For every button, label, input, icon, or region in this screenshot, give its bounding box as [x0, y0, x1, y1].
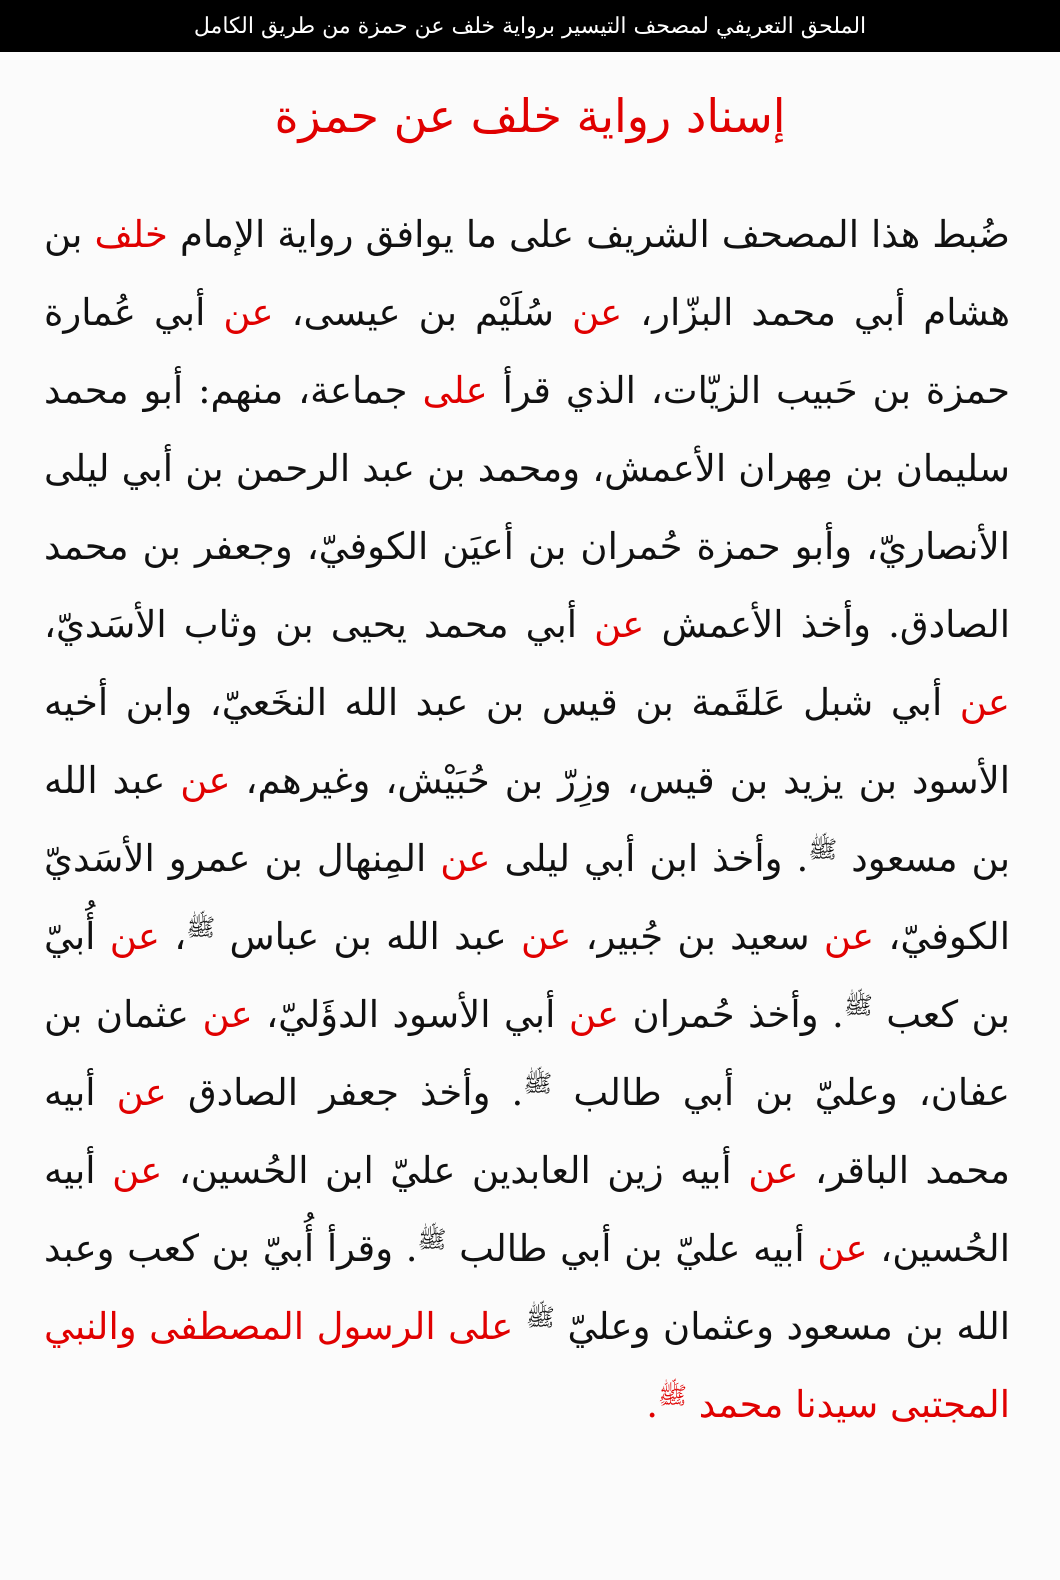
text-segment: أبيه الحُسين، [44, 1149, 1010, 1270]
highlighted-text: عن [112, 1149, 163, 1192]
honorific-mark: ﷺ [808, 835, 838, 864]
page-title: إسناد رواية خلف عن حمزة [274, 89, 786, 143]
header-text: الملحق التعريفي لمصحف التيسير برواية خلف عن حمزة من طريق الكامل [193, 13, 867, 39]
highlighted-text: على الرسول المصطفى والنبي المجتبى سيدنا محمد [44, 1305, 1010, 1426]
highlighted-text: عن [568, 993, 620, 1036]
text-segment: أبيه محمد الباقر، [44, 1071, 1010, 1192]
text-segment: . وأخذ جعفر الصادق [166, 1071, 524, 1114]
text-segment: أبي شبل عَلقَمة بن قيس بن عبد الله النخَعيّ، وابن أخيه الأسود بن يزيد بن قيس، وزِرّ بن حُبَيْش، وغيرهم، [44, 681, 1011, 802]
text-segment: ، [159, 915, 187, 958]
text-segment: . وأخذ حُمران [619, 993, 844, 1036]
text-segment: جماعة، منهم: أبو محمد سليمان بن مِهران الأعمش، ومحمد بن عبد الرحمن بن أبي ليلى الأنصاريّ، وأبو حمزة حُمران بن أعيَن الكوفيّ، وجعفر بن محمد الصادق. وأخذ الأعمش [44, 369, 1010, 646]
highlighted-text: عن [572, 291, 623, 334]
text-segment: بن هشام أبي محمد البزّار، [44, 213, 1010, 334]
highlighted-text: خلف [94, 213, 168, 256]
highlighted-text: على [422, 369, 488, 412]
highlighted-text: عن [109, 915, 160, 958]
text-segment: أبي محمد يحيى بن وثاب الأسَديّ، [44, 603, 595, 646]
highlighted-text: عن [116, 1071, 167, 1114]
highlighted-text: . [646, 1383, 659, 1426]
highlighted-text: عن [594, 603, 645, 646]
text-segment: أُبيّ بن كعب [44, 915, 1010, 1036]
highlighted-text: عن [748, 1149, 799, 1192]
text-segment: أبيه زين العابدين عليّ ابن الحُسين، [162, 1149, 749, 1192]
honorific-mark: ﷺ [523, 1069, 553, 1098]
text-segment: المِنهال بن عمرو الأسَديّ الكوفيّ، [44, 837, 1010, 958]
text-segment: عبد الله بن عباس [215, 915, 522, 958]
highlighted-text: عن [817, 1227, 868, 1270]
highlighted-text: عن [180, 759, 231, 802]
isnad-paragraph [44, 196, 1011, 1426]
text-segment: أبيه عليّ بن أبي طالب [446, 1227, 818, 1270]
text-segment: ضُبط هذا المصحف الشريف على ما يوافق رواية الإمام [167, 213, 1010, 256]
text-segment [513, 1305, 526, 1348]
text-segment: . وقرأ أُبيّ بن كعب وعبد الله بن مسعود وعثمان وعليّ [44, 1227, 1011, 1348]
honorific-mark: ﷺ [417, 1225, 447, 1254]
honorific-mark: ﷺ [525, 1303, 555, 1332]
highlighted-text: عن [440, 837, 491, 880]
header-bar [0, 0, 1060, 52]
highlighted-text: عن [202, 993, 253, 1036]
text-segment: سُلَيْم بن عيسى، [273, 291, 573, 334]
highlighted-text: عن [223, 291, 274, 334]
highlighted-text: عن [823, 915, 875, 958]
text-segment: أبي الأسود الدؤَليّ، [252, 993, 569, 1036]
highlighted-text: عن [959, 681, 1010, 724]
highlighted-text: عن [521, 915, 572, 958]
honorific-mark: ﷺ [658, 1381, 688, 1410]
text-segment: عبد الله بن مسعود [44, 759, 1010, 880]
honorific-mark: ﷺ [843, 991, 873, 1020]
text-segment: أبي عُمارة حمزة بن حَبيب الزيّات، الذي قرأ [44, 291, 1010, 412]
text-segment: عثمان بن عفان، وعليّ بن أبي طالب [44, 993, 1010, 1114]
text-segment: سعيد بن جُبير، [571, 915, 824, 958]
honorific-mark: ﷺ [186, 913, 216, 942]
text-segment: . وأخذ ابن أبي ليلى [490, 837, 809, 880]
